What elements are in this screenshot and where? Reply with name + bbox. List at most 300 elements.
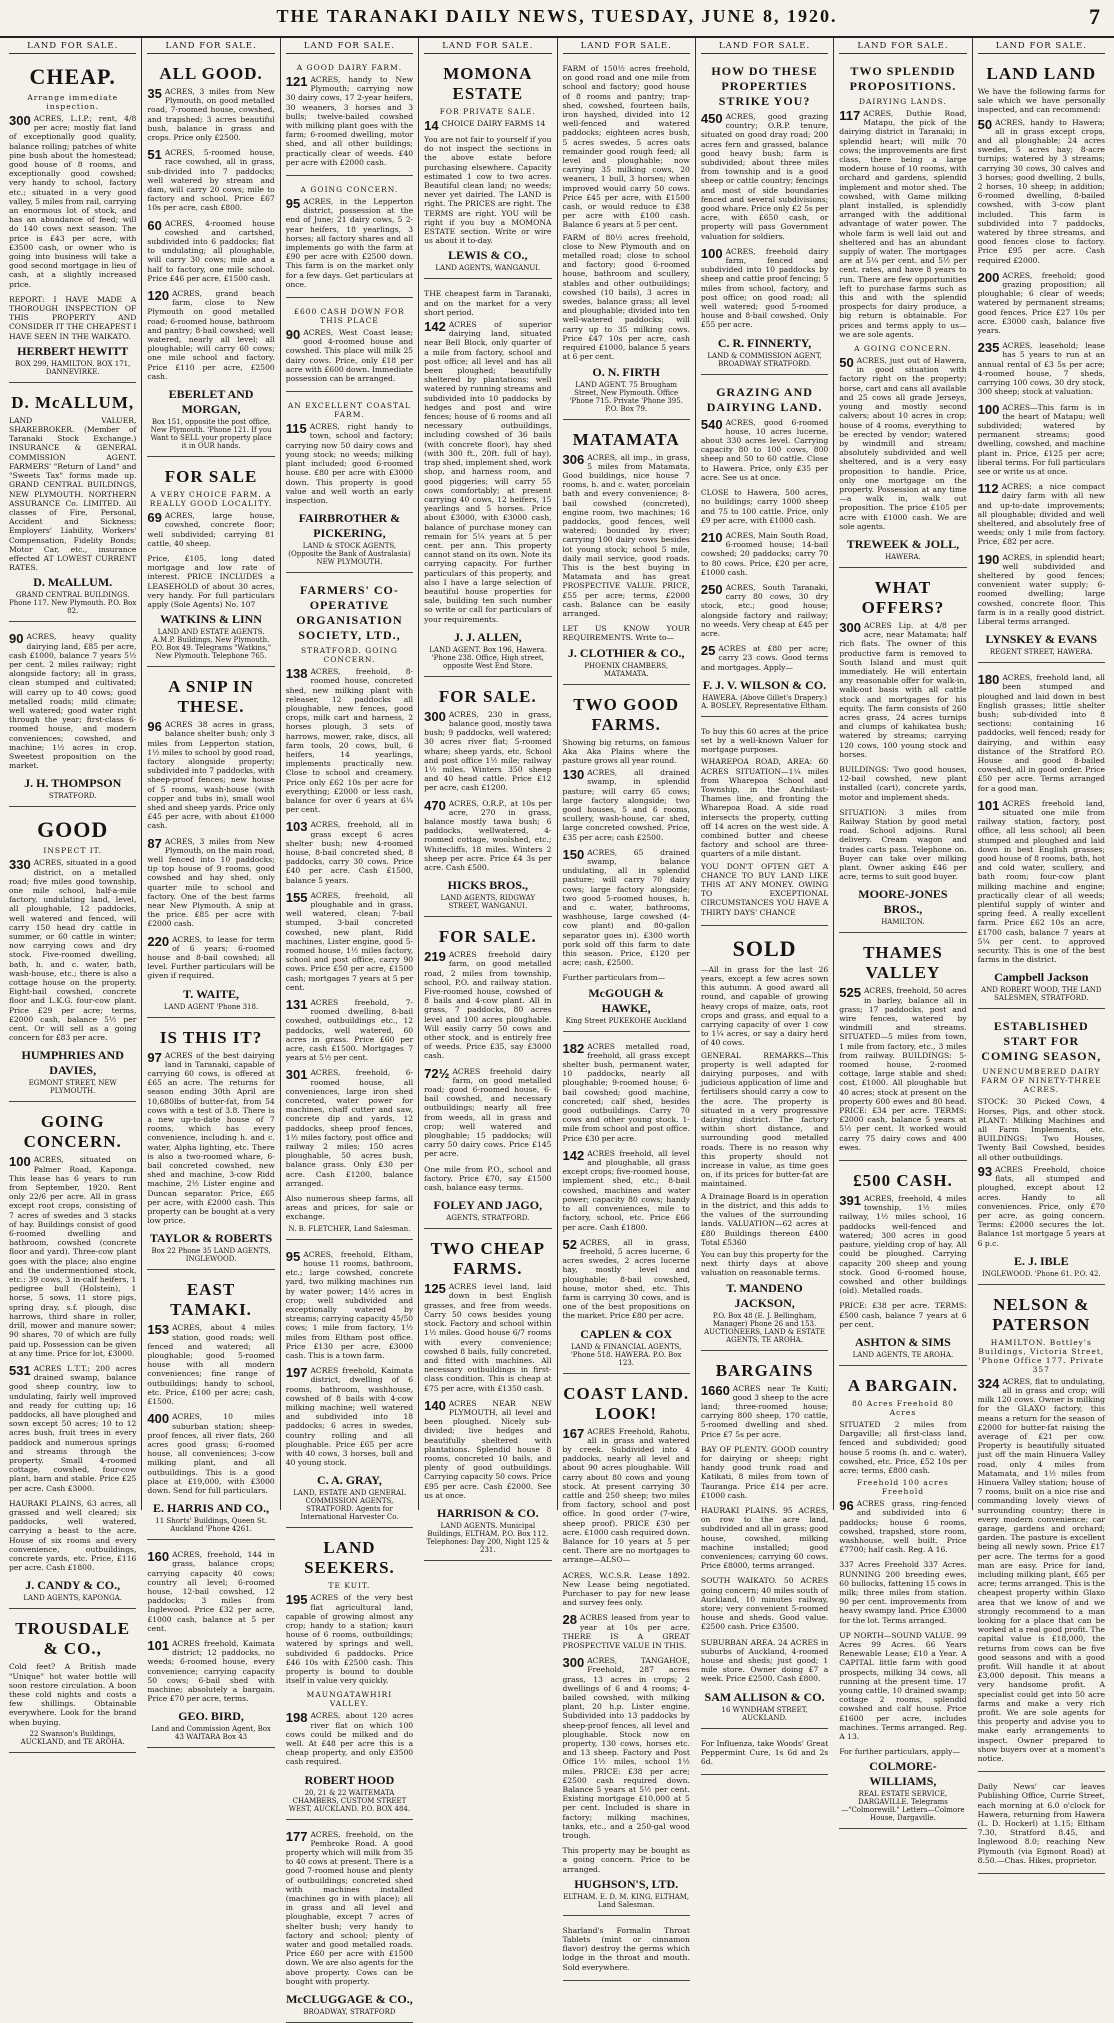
agent-name: TREWEEK & JOLL, <box>846 536 960 551</box>
listing-item <box>286 328 413 383</box>
listing-text: ACRES level land, laid down in best English grasses, and free from weeds. Carry 50 cows besides young stock. Factory and school within 1½ miles. Good house 6/7 rooms with every convenience; cowshed 8 bails, fully concreted, and fitted with machines. All necessary outbuildings in first-class condition. This is cheap at £75 per acre, with £1350 cash. <box>424 1282 552 1393</box>
ad-subheading: A GOING CONCERN. <box>854 344 952 354</box>
listing-acreage: 95 <box>285 1248 301 1264</box>
listing-acreage: 142 <box>424 319 446 335</box>
listing-acreage: 182 <box>562 1040 585 1056</box>
ad-note: You can buy this property for the next thirty days at above valuation on reasonable terms. <box>700 1249 829 1278</box>
listing-text: SITUATED 2 miles from Dargaville; all first-class land, fenced and subdivided; good house 5 rooms (h. and c. water), cowshed, etc. Price, £52 10s per acre; terms, £800 cash. <box>839 1419 967 1475</box>
listing-text: ACRES, large house, cowshed, concrete floor; well subdivided; carrying 81 cattle, 40 sheep. <box>147 511 275 548</box>
ad-heading: TWO CHEAP FARMS. <box>430 1239 545 1279</box>
listing-acreage: 190 <box>977 551 1000 567</box>
listing-item <box>701 583 828 638</box>
ad-heading: FOR SALE. <box>438 686 537 706</box>
listing-item <box>9 1155 136 1357</box>
listing-acreage: 153 <box>147 1322 170 1338</box>
agent-name: C. A. GRAY, <box>317 1473 382 1488</box>
agent-address: P.O. Box 48 (E. J. Bellingham, Manager) Phone 26 and 153. AUCTIONEERS, LAND & ESTATE AGENTS, TE AROHA. <box>704 1311 825 1344</box>
agent-address: BOX 299, HAMILTON. BOX 171, DANNEVIRKE. <box>15 359 131 376</box>
listing-item <box>286 1830 413 1986</box>
advertisement <box>286 396 413 573</box>
agent-address: 16 WYNDHAM STREET, AUCKLAND. <box>721 1705 808 1722</box>
advertisement <box>563 1036 690 1374</box>
agent-name: J. H. THOMPSON <box>24 776 122 791</box>
listing-acreage: 28 <box>562 1612 577 1628</box>
column-header: LAND FOR SALE. <box>701 41 828 54</box>
listing-text: 337 Acres Freehold 337 Acres. RUNNING 200 breeding ewes, 60 bullocks, fattening 15 cows in milk; three miles from station. 90 per cent. improvements from heavy swampy land. Price £3000 for the lot. Terms arranged. <box>839 1560 967 1625</box>
agent-address: HAWERA. <box>885 552 921 561</box>
advertisement <box>701 930 828 1351</box>
listing-acreage: 100 <box>9 1154 31 1170</box>
agent-name: E. HARRIS AND CO., <box>153 1501 270 1516</box>
listing-item <box>9 1662 136 1726</box>
listing-text: ACRES L.T.T.; 200 acres drained swamp, balance good sheep country, low to undulating, fairly well improved and ready for cutting up; 16 paddocks, all have ploughed and sown except 50 acres; 10 to 12 acres bush, fruit trees in every paddock and numerous springs and streams through the property. Small 4-roomed cottage, cowshed, four-cow plant, barn and stable. Price £25 per acre. Cash £3000. <box>9 1363 137 1493</box>
column-header: LAND FOR SALE. <box>839 41 966 54</box>
agent-name: McGOUGH & HAWKE, <box>588 985 665 1015</box>
listing-item <box>978 1782 1105 1865</box>
listing-acreage: 450 <box>700 111 723 126</box>
listing-acreage: 121 <box>285 74 308 89</box>
listing-item <box>563 453 690 619</box>
listing-acreage: 195 <box>285 1592 308 1608</box>
agent-name: FOLEY AND JAGO, <box>433 1198 543 1213</box>
listing-item <box>286 422 413 505</box>
agent-address: Land and Commission Agent, Box 43 WAITARA Box 43 <box>151 1725 271 1742</box>
advertisement <box>147 1022 274 1271</box>
listing-item <box>563 738 690 766</box>
agent-name: HERBERT HEWITT <box>17 343 129 358</box>
listing-text: ACRES, heavy quality dairying land, £85 per acre, cash £1000, balance 7 years 5½ per cent. 2 miles railway; right alongside factory; all in grass, clean stumped and cultivated; will carry up to 40 cows; good metalled roads; mild climate; well watered; good water right through the year; first-class 6-roomed house, and modern conveniences; cowshed, and machine; 1½ acres in crop. Sweetest proposition on the market. <box>9 632 137 771</box>
listing-item <box>563 1926 690 1972</box>
listing-acreage: 103 <box>285 819 308 835</box>
listing-item <box>147 289 274 381</box>
agent-address: 11 Shorts' Buildings, Queen St. Auckland 'Phone 4261. <box>155 1517 267 1534</box>
agent-name: LEWIS & CO., <box>448 248 528 263</box>
ad-heading: MOMONA ESTATE <box>443 64 533 103</box>
ad-note: This property may be bought as a going concern. Price to be arranged. <box>562 1846 690 1874</box>
advertisement <box>978 1013 1105 1284</box>
advertisement <box>424 58 551 279</box>
listing-text: ACRES, freehold, 4 miles township, 1½ miles railway, 1½ miles school, 16 paddocks well-fenced and watered; 300 acres in good pasture, yielding crop of hay. All could be ploughed. Carrying capacity 200 sheep and young stock. Good 6-roomed house, cowshed and other buildings (old). Metalled roads. <box>839 1194 967 1296</box>
listing-acreage: 300 <box>9 113 31 128</box>
advertisement <box>978 667 1105 1009</box>
advertisement <box>839 1370 966 1830</box>
advertisement <box>286 1532 413 1819</box>
ad-subheading: A GOING CONCERN. <box>300 185 399 195</box>
listing-item <box>839 356 966 531</box>
listing-text: ACRES freehold, 7-roomed dwelling, 8-bail cowshed, outbuildings etc., 12 paddocks, well watered, 60 acres in grass. Price £60 per acre, cash £1500. Mortgages 7 years at 5½ per cent. <box>285 998 414 1063</box>
agent-name: HUMPHRIES AND DAVIES, <box>21 1048 124 1078</box>
ad-heading: GRAZING AND DAIRYING LAND. <box>706 384 823 414</box>
listing-acreage: 391 <box>839 1193 861 1209</box>
ad-heading: COAST LAND. LOOK! <box>563 1383 690 1423</box>
listing-acreage: 14 <box>424 118 439 133</box>
listing-item <box>286 667 413 814</box>
listing-item <box>839 1301 966 1329</box>
listing-item <box>978 1097 1105 1161</box>
listing-acreage: 210 <box>700 529 723 545</box>
advertisement <box>286 180 413 298</box>
listing-acreage: 525 <box>839 985 861 1001</box>
listing-item <box>701 727 828 755</box>
masthead <box>0 0 1114 38</box>
listing-item <box>424 950 551 1060</box>
advertisement <box>9 1613 136 1752</box>
agent-name: TAYLOR & ROBERTS <box>149 1231 273 1246</box>
listing-text: ACRES, L.I.P.; rent, 4/8 per acre; mostly flat land of exceptionally good quality, balance rolling; patches of white pine bush about the homestead; good house of 8 rooms, and exceptionally good cowshed; very handy to school, factory etc.; situated in a very good valley, 5 miles from rail, carrying an enormous lot of stock, and has an abundance of feed; will do 140 cows next season. The price is £43 per acre, with £3500 cash, or owner who is going into business will take a good second mortgage in lieu of cash, at a slightly increased price. <box>9 114 137 289</box>
column-header: LAND FOR SALE. <box>147 41 274 54</box>
listing-text: ACRES, freehold, 6-roomed house, all conveniences, large iron shed concreted, water power for machines, chaff cutter and saw, concrete dip and yards, 12 paddocks, sheep proof fences, 1½ miles factory, post office and railway 2 miles; 150 acres ploughable, 50 acres bush, balance grass. Only £30 per acre. Cash £1200, balance arranged. <box>285 1068 414 1188</box>
ad-heading: BARGAINS <box>715 1360 814 1380</box>
listing-text: ACRES, 3 miles from New Plymouth, on good metalled road, 7-roomed house, cowshed, and trapshed; 3 acres beautiful bush, balance in grass and crops. Price only £2500. <box>147 87 275 143</box>
listing-item <box>701 1638 828 1684</box>
ad-heading: SOLD <box>732 935 797 961</box>
advertisement <box>9 811 136 1102</box>
listing-text: ACRES, flat to undulating, all in grass and crop; will milk 120 cows. Owner is milking for the GLAXO factory, this means a return for the season of £2000 for butter-fat raising the average of £21 per cow. Property is beautifully situated just off the main Hinuera Valley road, only 4 miles from Matamata, and 1½ miles from Hinuera Valley station; house of 7 rooms, built on a nice rise and commanding lovely views of surrounding country; there is every modern convenience; car garage, gardens and orchard; garden. The pasture is excellent being all newly sown. Price £17 per acre. The terms for a good man are easy. Price for land, including milking plant, £65 per acre; terms arranged. This is the cheapest property within Glaxo area that we know of and we strongly recommend to a man looking for a place that can be worked at a real good profit. The capital value is £18,000, the returns from cows can be five good seasons and with a good profit. Will handle it at about £3,000 deposit. This means a very handsome profit. A specialist could get into 50 acre farms and make a very rich profit. We are sole agents for this property and advise you to make early arrangements to inspect. Owner prepared to show buyers over at a moment's notice. <box>977 1376 1105 1764</box>
column <box>141 38 279 1742</box>
listing-item <box>9 114 136 289</box>
masthead-title: THE TARANAKI DAILY NEWS, TUESDAY, JUNE 8, 1920. <box>276 6 838 26</box>
ad-heading: FARMERS' CO-OPERATIVE ORGANISATION SOCIETY, LTD., <box>296 583 403 643</box>
ad-heading: FOR SALE <box>164 467 258 487</box>
listing-acreage: 300 <box>562 1655 585 1671</box>
listing-item <box>701 247 828 330</box>
ad-heading: TWO GOOD FARMS. <box>573 694 680 734</box>
listing-text: Cold feet? A British made "Unique" hot water bottle will soon restore circulation. A boon these cold nights and costs a few shillings. Obtainable everywhere. Look for the brand when buying. <box>9 1662 137 1727</box>
listing-item <box>701 1576 828 1631</box>
listing-item <box>563 1238 690 1321</box>
listing-item <box>147 1550 274 1633</box>
advertisement <box>978 58 1105 663</box>
listing-text: ACRES, freehold; good grazing proposition; all ploughable; 6 clear of weeds; watered by permanent streams; good fences. Price £27 10s per acre. £3000 cash, balance five years. <box>977 270 1105 336</box>
listing-item <box>839 621 966 759</box>
advertisement <box>286 1824 413 2023</box>
listing-acreage: 112 <box>977 481 999 497</box>
ad-heading: LAND SEEKERS. <box>304 1538 395 1578</box>
agent-name: HUGHSON'S, LTD. <box>574 1876 679 1891</box>
ad-note: Price, £105, long dated mortgage and low rate of interest. PRICE INCLUDES a LEASEHOLD of about 30 acres, very handy. For full particulars apply (Sole Agents) No. 107 <box>147 553 275 609</box>
agent-name: J. CLOTHIER & CO., <box>567 645 685 660</box>
agent-name: EBERLET AND MORGAN, <box>168 387 254 417</box>
advertisement <box>424 283 551 676</box>
listing-acreage: 180 <box>977 672 1000 688</box>
listing-text: PRICE: £38 per acre. TERMS: £500 cash, balance 7 years at 6 per cent. <box>839 1301 967 1329</box>
listing-text: FARM of 150½ acres freehold, on good road and one mile from school and factory; good house of 8 rooms and pantry; trap-shed, cowshed, fourteen bails, iron hayshed, divided into 12 well-fenced and watered paddocks; eighteen acres bush, 5 acres swedes, 5 acres oats remainder good rough feed; all level and ploughable; now carrying 35 milking cows, 20 weaners, 1 bull, 3 horses; when improved would carry 50 cows. Price £45 per acre, with £1500 cash, or would reduce to £38 per acre with £100 cash. Balance 6 years at 5 per cent. <box>562 64 690 230</box>
listing-item <box>701 1445 828 1500</box>
agent-address: N. B. FLETCHER, Land Salesman. <box>288 1224 411 1233</box>
agent-name: D. McALLUM. <box>33 575 113 590</box>
listing-acreage: 540 <box>700 416 723 432</box>
listing-text: ACRES, freehold, all in grass except 6 acres shelter bush; new 4-roomed house, 8-bail concreted shed, 8 paddocks, carry 30 cows. Price £40 per acre. Cash £1500, balance 5 years. <box>285 820 414 885</box>
page-number: 7 <box>1089 4 1100 29</box>
agent-name: CAPLEN & COX <box>580 1326 673 1341</box>
listing-item <box>701 644 828 672</box>
agent-name: COLMORE-WILLIAMS, <box>869 1759 937 1789</box>
listing-acreage: 101 <box>977 797 1000 813</box>
listing-text: ACRES near Te Kuiti; good 3 sheep to the acre land; three-roomed house; carrying 800 sheep, 170 cattle, 5-roomed dwelling and shed. Price £7 5s per acre. <box>700 1383 829 1439</box>
ad-note: LET US KNOW YOUR REQUIREMENTS. Write to— <box>562 624 690 643</box>
advertisement <box>701 1733 828 1776</box>
listing-text: ACRES freehold dairy farm, on good metalled road, 2 miles from township, school, P.O. and railway station. Five-roomed house, cowshed of 8 bails and 4-cow plant. All in grass, 7 paddocks, 80 acres level and 100 acres ploughable. Will easily carry 50 cows and other stock, and is entirely free of weeds. Price £35, say £3000 cash. <box>424 950 552 1061</box>
agent-name: O. N. FIRTH <box>592 364 660 379</box>
ad-subheading: A GOOD DAIRY FARM. <box>296 63 403 72</box>
listing-text: BAY OF PLENTY. GOOD country for dairying or sheep; right handy good trunk road and Katikati, 8 miles from town of Tauranga. Price £14 per acre. £1000 cash. <box>700 1444 829 1500</box>
ad-heading: LAND LAND <box>986 64 1097 83</box>
listing-item <box>701 1051 828 1189</box>
listing-item <box>978 87 1105 115</box>
listing-item <box>147 1639 274 1703</box>
column <box>972 38 1110 1865</box>
listing-text: —All in grass for the last 26 years, except a few acres sown this autumn. A good award all round, and capable of growing heavy crops of maize, oats, root crops and grass, and equal to a carrying capacity of over 1 cow to 1¼ acres, or say a dairy herd of 40 cows. <box>700 964 829 1048</box>
agent-name: SAM ALLISON & CO. <box>704 1689 825 1704</box>
listing-item <box>286 1711 413 1766</box>
ad-subheading: STRATFORD. GOING CONCERN. <box>300 646 398 665</box>
listing-item <box>286 75 413 167</box>
column <box>4 38 141 1746</box>
ad-heading: EAST TAMAKI. <box>170 1280 252 1320</box>
listing-acreage: 72½ <box>424 1065 450 1081</box>
agent-name: GEO. BIRD, <box>178 1709 244 1724</box>
advertisement <box>978 1289 1105 1773</box>
advertisement <box>286 577 413 1240</box>
agent-name: F. J. V. WILSON & CO. <box>702 677 827 692</box>
advertisement <box>9 387 136 622</box>
listing-text: LAND VALUER, SHAREBROKER. (Member of Taranaki Stock Exchange.) INSURANCE & GENERAL COMMISSION AGENT. FARMERS' "Return of Land" and "Sweets Tax" forms made up. GRAND CENTRAL BUILDINGS, NEW PLYMOUTH. NORTHERN ASSURANCE Co. LIMITED. All classes of Fire, Personal, Accident and Sickness; Employers' Liability, Workers' Compensation, Fidelity Bonds; Motor Car, etc., insurance effected AT LOWEST CURRENT RATES. <box>9 415 137 573</box>
ad-heading: D. McALLUM, <box>11 392 135 412</box>
listing-item <box>839 1560 966 1624</box>
listing-text: Sharland's Formalin Throat Tablets (mint or cinnamon flavor) destroy the germs which lodge in the throat and mouth. Sold everywhere. <box>562 1925 690 1972</box>
agent-address: Box 151, opposite the post office, New Plymouth. 'Phone 121. If you Want to SELL your property place it in OUR hands. <box>150 418 272 451</box>
listing-text: SUBURBAN AREA. 24 ACRES in suburbs of Auckland, 4-roomed house and sheds; just good; 1 mile store. Owner doing £7 a week. Price £2500. Cash £800. <box>700 1637 829 1684</box>
ad-heading: GOOD <box>37 817 109 843</box>
listing-acreage: 50 <box>839 355 854 371</box>
advertisement <box>563 1378 690 1916</box>
listing-acreage: 101 <box>147 1637 170 1653</box>
listing-item <box>286 1366 413 1467</box>
listing-item <box>563 1427 690 1565</box>
listing-text: Showing big returns, on famous Aka Aka Plains where the pasture grows all year round. <box>562 737 690 765</box>
listing-acreage: 155 <box>285 889 308 905</box>
agent-address: 20, 21 & 22 WAITEMATA CHAMBERS, CUSTOM STREET WEST, AUCKLAND. P.O. BOX 484. <box>288 1788 411 1813</box>
listing-item <box>701 531 828 577</box>
listing-text: ACRES, O.R.P., at 10s per acre, 270 in grass, balance mostly tawa bush; 6 paddocks, wellwatered, 4-roomed cottage, woolshed, etc.; Whitecliffs, 18 miles. Winters 2 sheep per acre. Price £4 3s per acre. Cash £500. <box>424 798 552 872</box>
listing-acreage: 51 <box>147 147 162 163</box>
listing-item <box>9 632 136 770</box>
agent-address: LAND AND ESTATE AGENTS. A.M.P. Buildings, New Plymouth. P.O. Box 49. Telegrams "Watkins," New Plymouth. Telephone 765. <box>151 628 272 661</box>
listing-text: ACRES, 230 in grass, balance good, mostly tawa bush; 9 paddocks, well watered; 30 acres river flat; 5-roomed whare; sheep yards, etc. School and post office 1½ mile; railway 1½ miles. Winters 350 sheep and 40 head cattle. Price £12 per acre, cash £1200. <box>424 709 552 793</box>
listing-text: ACRES grass, ring-fenced and subdivided into 6 paddocks; house 6 rooms, cowshed, trapshed, store room, washhouse, well built. Price £7700; half cash. Reg. A 16. <box>839 1499 967 1555</box>
listing-item <box>286 820 413 884</box>
listing-acreage: 300 <box>839 619 861 635</box>
column <box>695 38 833 1767</box>
listing-text: ACRES metalled road, freehold, all grass except shelter bush, permanent water, 10 paddocks, nearly all ploughable; 9-roomed house; 6-bail cowshed; good machine, concreted; calf shed, besides good outbuildings. Carry 70 cows and other young stock. 1-mile from school and post office. Price £30 per acre. <box>562 1041 690 1143</box>
agent-name: T. MANDENO JACKSON, <box>726 1280 803 1310</box>
listing-acreage: 90 <box>9 631 24 647</box>
advertisement <box>147 1544 274 1748</box>
listing-text: ACRES, grand beach farm, close to New Plymouth on good metalled road; 6-roomed house, bathroom and pantry; 8-bail cowshed; well watered, nearly all level; all ploughable; will carry 60 cows; one mile school and factory. Price £110 per acre, £2500 cash. <box>147 289 275 381</box>
listing-text: ACRES, Main South Road, 6-roomed house; 14-bail cowshed; 20 paddocks; carry 70 to 80 cows. Price, £20 per acre, £1000 cash. <box>700 530 829 577</box>
listing-text: ACRES, about 4 miles station, good roads; well fenced and watered; all ploughable; good 5-roomed house with all modern conveniences; fine range of outbuildings; handy to school, etc. Price, £100 per acre; cash, £1500. <box>147 1323 275 1407</box>
listing-text: BUILDINGS: Two good houses, 12-bail cowshed, new plant installed (cart), concrete yards, motor and implement sheds. <box>839 764 967 802</box>
listing-text: HAURAKI PLAINS, 63 acres, all grassed and well cleared; six paddocks, well watered, carrying a beast to the acre. House of six rooms and every convenience, outbuildings, concrete yards, etc. Price, £116 per acre. Cash £1800. <box>9 1498 137 1573</box>
listing-text: ACRES, 65 drained swamp, balance undulating, all in splendid pasture; will carry 70 dairy cows; large factory alongside; two good 5-roomed houses, h. and c. water, bathrooms, washhouse, large cowshed (4-cow plant) and 80-gallon separator goes in). £300 worth pork sold off this farm to date this season. Price, £120 per acre; cash, £2500. <box>562 847 690 968</box>
listing-acreage: 198 <box>285 1710 308 1726</box>
listing-acreage: 306 <box>562 451 585 467</box>
advertisement <box>978 1776 1105 1874</box>
ad-heading: ALL GOOD. <box>159 64 263 83</box>
listing-text: UP NORTH—SOUND VALUE. 99 Acres 99 Acres. 66 Years Renewable Lease; £10 a Year. A CAPITAL little farm with good prospects, milking 34 cows, all running at the present time. 17 young cattle, 10 drained swamp; cottage 2 rooms, splendid cowshed and calf house. Price £1600 per acre, includes machines. Terms arranged. Reg. A 13. <box>839 1630 967 1742</box>
advertisement <box>563 689 690 1032</box>
listing-item <box>147 837 274 929</box>
listing-text: ACRES, W.C.S.R. Lease 1892. New Lease being negotiated. Purchaser to pay for new lease and survey fees only. <box>562 1570 690 1608</box>
listing-item <box>839 808 966 882</box>
listing-acreage: 25 <box>700 643 716 659</box>
listing-item <box>424 1399 551 1500</box>
listing-item <box>839 1499 966 1554</box>
listing-text: ACRES, leasehold; lease has 5 years to run at an annual rental of £3 5s per acre; 4-roomed house, 7 sheds, carrying 100 cows, 30 dry stock, 300 sheep; stock at valuation. <box>977 341 1105 397</box>
listing-text: FARM of 80½ acres freehold, close to New Plymouth and on metalled road; close to school and factory; good 6-roomed house, bathroom and scullery, stables and other outbuildings; cowshed (10 bails), 3 acres in swedes, balance grass; all level and ploughable; divided into ten well-watered paddocks; will carry up to 35 milking cows. Price £47 10s per acre, cash required £1000, balance 5 years at 6 per cent. <box>562 232 690 362</box>
ad-subheading: Arrange immediate inspection. <box>27 93 119 111</box>
listing-text: ACRES of the very best flat agricultural land, capable of growing almost any crop; handy to a station; kauri house of 6 rooms, outbuildings; watered by springs and well, subdivided 6 paddocks. Price £46 10s with £2500 cash. This property is bound to double itself in value very quickly. <box>285 1593 414 1686</box>
listing-text: ACRES, about 120 acres river flat on which 100 cows could be milked and do well. At £48 per acre this is a cheap property, and only £3500 cash required. <box>285 1711 414 1767</box>
listing-acreage: 130 <box>562 767 585 783</box>
listing-text: ACRES, freehold, all ploughable and in grass, well watered, clean; 7-bail stumped, 3-bail concreted cowshed, new plant, Ridd machines, Lister engine, good 5-roomed house, 1½ miles factory, school and post office, carry 90 cows. Price £50 per acre, £1500 cash; mortgages 7 years at 5 per cent. <box>285 890 414 992</box>
listing-acreage: 324 <box>977 1375 1000 1391</box>
listing-acreage: 219 <box>424 949 446 965</box>
listing-text: To buy this 60 acres at the price set by a well-known Valuer for mortgage purposes. <box>700 726 829 755</box>
listing-item <box>978 673 1105 793</box>
agent-name: T. WAITE, <box>183 986 240 1001</box>
listing-item <box>839 765 966 802</box>
ad-note: You are not fair to yourself if you do not inspect the sections in the above estate before purchasing elsewhere. Capacity estimated 1 cow to two acres. Beautiful clean land; no weeds; never yet dairied. The LAND is right. The PRICES are right. The TERMS are right. YOU will be right if you buy a MOMONA ESTATE section. Write or wire us about it to-day. <box>424 135 552 246</box>
listing-item <box>147 219 274 283</box>
agent-name: Campbell Jackson <box>994 970 1089 985</box>
listing-item <box>424 710 551 793</box>
agent-address: STRATFORD. <box>48 792 97 801</box>
agent-address: Box 22 Phone 35 LAND AGENTS, INGLEWOOD. <box>151 1247 271 1264</box>
listing-item <box>978 341 1105 396</box>
listing-text: ACRES freehold, Kaimata district, dwelling of 6 rooms, bathroom, washhouse, cowshed of 8 bails with 4-cow milking machine; well watered and subdivided into 18 paddocks; 6 acres in swedes, country rolling and all ploughable. Price £65 per acre with 40 cows, 3 horses, bull and 40 young stock. <box>285 1366 414 1468</box>
listing-acreage: 96 <box>147 719 162 735</box>
agent-address: LAND & STOCK AGENTS, (Opposite the Bank of Australasia) NEW PLYMOUTH. <box>288 542 411 567</box>
advertisement <box>701 379 828 717</box>
ad-heading: THAMES VALLEY <box>863 943 943 983</box>
listing-text: CHOICE DAIRY FARMS 14 <box>441 119 546 128</box>
ad-note: For further particulars, apply— <box>839 1747 961 1757</box>
advertisement <box>286 58 413 176</box>
listing-text: ACRES, handy to New Plymouth; carrying now 30 dairy cows, 17 2-year heifers, 30 weaners, 3 horses and 3 bulls; twelve-bailed cowshed with milking plant goes with the farm; 6-roomed dwelling, motor shed, and all other buildings; practically clear of weeds. £40 per acre with £2000 cash. <box>285 75 414 167</box>
listing-text: ACRES, South Taranaki, carry 80 cows, 30 dry stock, etc.; good house; alongside factory and railway; no weeds. Very cheap at £45 per acre. <box>700 582 829 638</box>
column <box>418 38 556 1554</box>
listing-item <box>286 197 413 289</box>
listing-acreage: 531 <box>9 1362 31 1378</box>
listing-acreage: 69 <box>147 510 162 526</box>
listing-text: ACRES, right handy to town, school and factory; carrying now 50 dairy cows and young stock; no weeds; milking plant included; good 6-roomed house. £80 per acre with £3000 down. This property is good value and well worth an early inspection. <box>285 422 414 505</box>
agent-address: LAND, ESTATE AND GENERAL COMMISSION AGENTS, STRATFORD. Agents for International Harvester Co. <box>293 1489 406 1522</box>
listing-text: ACRES, all in grass, freehold, 5 acres lucerne, 6 acres swedes, 2 acres lucerne hay, mostly level and ploughable; 8-bail cowshed, house, motor shed, etc. This farm is carrying 30 cows, and is one of the best propositions on the market. Price £80 per acre. <box>562 1237 690 1321</box>
ad-heading: MATAMATA <box>572 429 680 449</box>
listing-text: ACRES, in splendid heart; well subdivided and sheltered by good fences; convenient water supply; 6-roomed dwelling; large cowshed, concrete floor. This farm is in a really good district. Liberal terms arranged. <box>977 552 1105 626</box>
listing-item <box>839 986 966 1152</box>
listing-acreage: 95 <box>285 196 301 212</box>
listing-acreage: 100 <box>700 245 723 261</box>
listing-text: ACRES NEAR NEW PLYMOUTH, all level and been ploughed. Nicely sub-divided; live hedges and beautifully sheltered with plantations. Splendid house 8 rooms, concreted 10 bails, and plenty of good outbuildings. Carrying capacity 50 cows. Price £95 per acre. Cash £2000. See us at once. <box>424 1398 552 1500</box>
agent-address: HAWERA. (Above Gillet's Drapery.) A. BOSLEY, Representative Eltham. <box>701 693 829 710</box>
ad-subheading: £600 CASH DOWN FOR THIS PLACE <box>294 307 405 326</box>
advertisement <box>424 921 551 1229</box>
listing-text: A Drainage Board is in operation in the district, and this adds to the values of the surrounding lands. VALUATION—62 acres at £80 Buildings thereon £400 Total £5360 <box>700 1191 829 1247</box>
listing-item <box>424 320 551 624</box>
advertisement <box>701 721 828 926</box>
advertisement <box>147 58 274 457</box>
agent-address: LAND AGENTS, TE AROHA. <box>852 1350 954 1359</box>
column-header: LAND FOR SALE. <box>424 41 551 54</box>
column-header: LAND FOR SALE. <box>563 41 690 54</box>
agent-name: McCLUGGAGE & CO., <box>286 1992 413 2007</box>
listing-text: ACRES leased from year to year at 10s per acre. THERE IS A GREAT PROSPECTIVE VALUE IN THIS. <box>562 1613 690 1650</box>
listing-text: ACRES, freehold, 8-roomed house, concreted shed, new milking plant with releaser, 12 paddocks all ploughable, new fences, good crops, milk cart and harness, 2 horses plough, 3 sets of harrows, mower, rake, discs, all farm tools, 20 cows, bull, 6 heifers, 14 yearlings, implements practically new. Close to school and creamery. Price only £62 10s per acre for everything; £2000 or less cash, balance for over 6 years at 6¼ per cent. <box>285 667 414 815</box>
listing-text: WHAREPOA ROAD, AREA: 60 ACRES SITUATION—1¼ miles from Wharepoa School and Township, in the Anchilast-Thames line, and fronting the Wharepoa Road. A side road intersects the property, cutting off 14 acres on the west side. A combined butter and cheese factory and school are three-quarters of a mile distant. <box>700 757 829 859</box>
listing-item <box>563 233 690 362</box>
ad-subheading: A VERY CHOICE FARM. A REALLY GOOD LOCALITY. <box>149 490 273 509</box>
listing-acreage: 142 <box>562 1147 585 1163</box>
listing-text: ACRES, freehold, Eltham, house 11 rooms, bathroom, etc.; large cowshed, concrete yard, two milking machines run by water power; 14½ acres in crop; well subdivided and exceptionally watered by streams; carrying capacity 45/50 cows; 1 mile from factory, 1½ miles from Eltham post office. Price £130 per acre, £3000 cash. This is a town farm. <box>285 1249 414 1360</box>
columns-container <box>4 38 1110 2017</box>
advertisement <box>286 302 413 392</box>
listing-item <box>286 1250 413 1360</box>
agent-name: LYNSKEY & EVANS <box>985 632 1098 647</box>
ad-heading: HOW DO THESE PROPERTIES STRIKE YOU? <box>711 64 818 108</box>
advertisement <box>563 1920 690 1981</box>
listing-text: Daily News' car leaves Publishing Office, Currie Street, each morning at 6.0 o'clock for Hawera, returning from Hawera (L. D. Hockerl) at 1.15; Eltham 7.30, Stratford 8.45, and Inglewood 8.0; reaching New Plymouth (via Egmont Road) at 8.50.—Chas. Hikes, proprietor. <box>977 1782 1105 1865</box>
listing-acreage: 330 <box>9 857 31 873</box>
listing-text: ACRES, TANGAHOE, Freehold, 287 acres grass, 13 acres in crops; 2 dwellings of 6 and 4 rooms; 4-bailed cowshed, with milking plant, 20 h.p. Lister engine. Subdivided into 13 paddocks by sheep-proof fences, all level and ploughable. Stock now on property, 130 cows, horses etc. and 13 sheep. Factory and Post Office 1½ miles, school 1½ miles. PRICE: £38 per acre; £2500 cash required down. Balance 5 years at 5½ per cent. Existing mortgage £10,000 at 5 per cent. Included is share in factory; milking machines, tanks, etc., and a 250-gal wood trough. <box>562 1656 690 1841</box>
listing-item <box>978 403 1105 477</box>
agent-address: LAND AGENTS, KAPONGA. <box>23 1594 123 1603</box>
listing-item <box>563 1042 690 1143</box>
listing-text: ACRES, freehold, 50 acres in barley, balance all in grass; 17 paddocks, post and wire fences, watered by windmill and streams. SITUATED—5 miles from town, 1 mile from factory, etc., 3 miles from railway. BUILDINGS: 5-roomed house, 2-roomed cottage, large stable and shed; cost, £1000. All ploughable but 40 acres; stock at present on the property 600 ewes and 80 head. PRICE: £34 per acre. TERMS: £2000 cash, balance 5 years at 5½ per cent. It worked would carry 75 dairy cows and 400 ewes. <box>839 986 967 1152</box>
listing-item <box>839 1631 966 1741</box>
agent-name: J. J. ALLEN, <box>453 629 522 644</box>
listing-item <box>701 418 828 482</box>
listing-acreage: 300 <box>424 708 446 724</box>
listing-acreage: 87 <box>147 835 162 851</box>
agent-name: HICKS BROS., <box>447 878 528 893</box>
agent-address: 22 Swanson's Buildings, AUCKLAND, and TE AROHA. <box>20 1729 125 1746</box>
listing-item <box>286 891 413 992</box>
ad-subheading: UNENCUMBERED DAIRY FARM OF NINETY-THREE ACRES. <box>981 1067 1102 1095</box>
listing-item <box>701 1739 828 1767</box>
listing-acreage: 93 <box>977 1163 993 1179</box>
agent-address: AGENTS, STRATFORD. <box>446 1214 530 1223</box>
listing-item <box>563 848 690 968</box>
ad-heading: TWO SPLENDID PROPOSITIONS. <box>849 64 957 93</box>
listing-text: One mile from P.O., school and factory. Price £70, say £1500 cash, balance easy terms. <box>424 1164 552 1193</box>
listing-acreage: 138 <box>285 666 308 682</box>
listing-item <box>424 1282 551 1392</box>
ad-heading: IS THIS IT? <box>159 1027 263 1047</box>
listing-acreage: 250 <box>700 581 723 597</box>
listing-item <box>424 799 551 873</box>
ad-heading: A SNIP IN THESE. <box>168 677 254 717</box>
ad-heading: A BARGAIN. <box>847 1375 958 1395</box>
column <box>557 38 695 1972</box>
listing-text: ACRES Freehold, choice flats, all stumped and ploughed, except about 12 acres. Handy to all conveniences. Price, only £70 per acre, as going concern. Terms: £2000 secures the lot. Balance 1st mortgage 5 years at 6 p.c. <box>977 1164 1105 1248</box>
ad-heading: £500 CASH. <box>853 1171 953 1191</box>
listing-item <box>563 768 690 842</box>
listing-item <box>701 757 828 858</box>
agent-address: REGENT STREET, HAWERA. <box>989 648 1093 657</box>
listing-text: ACRES, good grazing country; O.R.P. tenure, situated on good dray road; 200 acres fern and grassed, balance good heavy bush; farm is subdivided; about three miles from township and is a good sheep or cattle country; fencings and most of side boundaries fenced and several subdivisions; good whare. Price only £2 5s per acre, with £650 cash, or property will pass Government valuation for soldiers. <box>700 112 829 241</box>
